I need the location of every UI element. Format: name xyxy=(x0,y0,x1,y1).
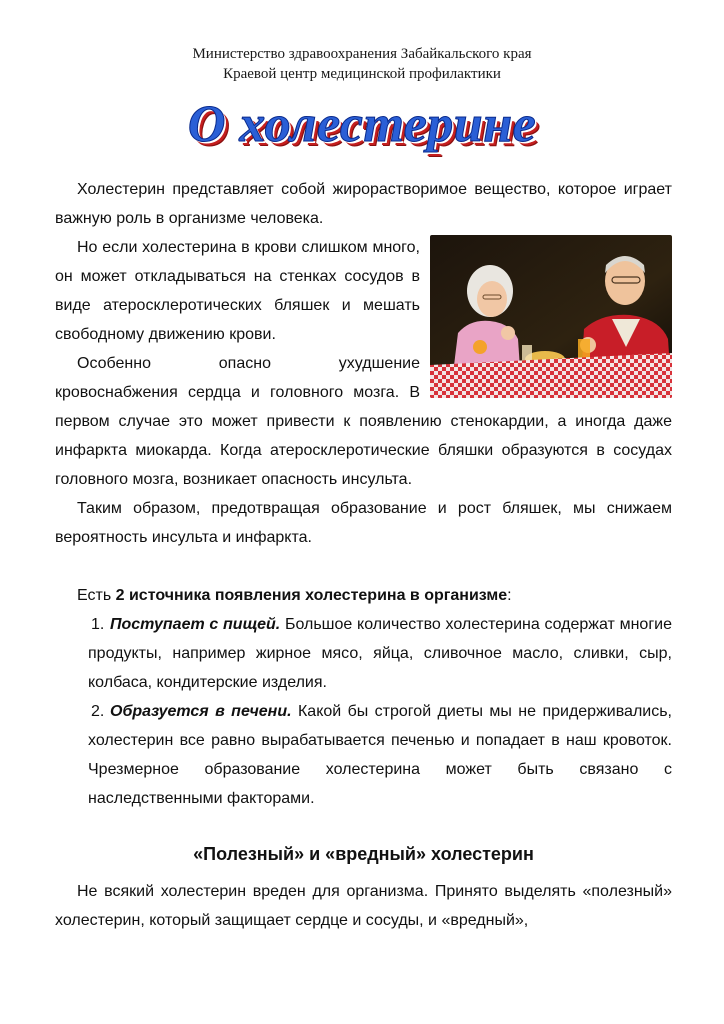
sources-intro xyxy=(55,581,672,610)
paragraph-good-bad: Не всякий холестерин вреден для организма. Принято выделять «полезный» холестерин, который защищает сердце и сосуды, и «вредный», xyxy=(55,883,672,929)
paragraph-intro: Холестерин представляет собой жирорастворимое вещество, которое играет важную роль в организме человека. xyxy=(55,181,672,227)
photo-illustration xyxy=(430,235,672,398)
document-header xyxy=(0,44,724,84)
sources-intro-prefix: Есть xyxy=(77,587,116,604)
source-text: Большое количество холестерина содержат многие продукты, например жирное мясо, яйца, сливочное масло, сливки, сыр, колбаса, кондитерские изделия. xyxy=(88,616,672,691)
list-number: 1. xyxy=(91,616,105,633)
paragraph-conclusion: Таким образом, предотвращая образование и рост бляшек, мы снижаем вероятность инсульта и инфаркта. xyxy=(55,500,672,546)
ministry-name: Министерство здравоохранения Забайкальского края xyxy=(192,46,532,62)
source-item-food xyxy=(88,610,672,697)
center-name: Краевой центр медицинской профилактики xyxy=(223,66,501,82)
section-heading: «Полезный» и «вредный» холестерин xyxy=(193,844,534,864)
document-body xyxy=(55,175,672,935)
source-item-liver xyxy=(88,697,672,813)
document-title: О холестерине xyxy=(187,96,537,153)
source-lead: Образуется в печени. xyxy=(110,703,292,720)
sources-intro-suffix: : xyxy=(507,587,512,604)
list-number: 2. xyxy=(91,703,105,720)
paragraph-risks: Особенно опасно ухудшение кровоснабжения сердца и головного мозга. В первом случае это может привести к появлению стенокардии, а иногда даже инфаркта миокарда. Когда атеросклеротические бляшки образуются в сосудах головного мозга, возникает опасность инсульта. xyxy=(55,355,672,488)
paragraph-plaques: Но если холестерина в крови слишком много, он может откладываться на стенках сосудов в виде атеросклеротических бляшек и мешать свободному движению крови. xyxy=(55,239,420,343)
sources-list xyxy=(55,610,672,813)
elderly-couple-photo xyxy=(430,235,672,398)
source-text: Какой бы строгой диеты мы не придерживались, холестерин все равно вырабатывается печенью и попадает в наш кровоток. Чрезмерное образование холестерина может быть связано с наследственными факторами. xyxy=(88,703,672,807)
source-lead: Поступает с пищей. xyxy=(110,616,281,633)
sources-intro-bold: 2 источника появления холестерина в организме xyxy=(115,587,508,604)
